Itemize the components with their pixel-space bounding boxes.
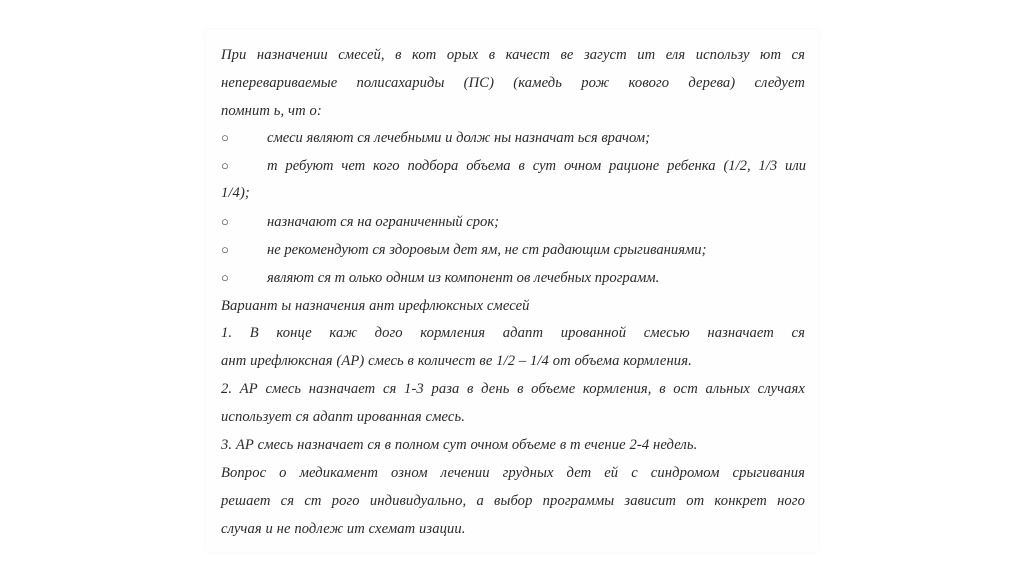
closing-line-3: случая и не подлеж ит схемат изации. bbox=[221, 521, 466, 537]
closing-line-2: решает ся ст рого индивидуально, а выбор программы зависит от конкрет ного bbox=[221, 493, 805, 509]
bullet-item-2: т ребуют чет кого подбора объема в сут очном рационе ребенка (1/2, 1/3 или bbox=[267, 158, 806, 174]
variant-1-line-1: 1. В конце каж дого кормления адапт ированной смесью назначает ся bbox=[221, 325, 805, 341]
bullet-item-4: не рекомендуют ся здоровым дет ям, не ст радающим срыгиваниями; bbox=[267, 242, 707, 258]
bullet-item-1: смеси являют ся лечебными и долж ны назначат ься врачом; bbox=[267, 130, 650, 146]
intro-line-2: неперевариваемые полисахариды (ПС) (камедь рож кового дерева) следует bbox=[221, 75, 805, 91]
intro-line-1: При назначении смесей, в кот орых в качест ве загуст ит еля использу ют ся bbox=[221, 47, 805, 63]
bullet-marker: ○ bbox=[221, 270, 229, 285]
variant-2-line-1: 2. АР смесь назначает ся 1-3 раза в день в объеме кормления, в ост альных случаях bbox=[221, 381, 805, 397]
bullet-marker: ○ bbox=[221, 158, 229, 173]
variant-3-line-1: 3. АР смесь назначает ся в полном сут очном объеме в т ечение 2-4 недель. bbox=[221, 437, 698, 453]
bullet-item-2-continuation: 1/4); bbox=[221, 185, 250, 201]
variants-heading: Вариант ы назначения ант ирефлюксных смесей bbox=[221, 298, 530, 314]
bullet-item-3: назначают ся на ограниченный срок; bbox=[267, 214, 500, 230]
bullet-marker: ○ bbox=[221, 214, 229, 229]
bullet-item-5: являют ся т олько одним из компонент ов лечебных программ. bbox=[267, 270, 660, 286]
bullet-marker: ○ bbox=[221, 242, 229, 257]
variant-1-line-2: ант ирефлюксная (АР) смесь в количест ве 1/2 – 1/4 от объема кормления. bbox=[221, 353, 692, 369]
variant-2-line-2: использует ся адапт ированная смесь. bbox=[221, 409, 465, 425]
intro-line-3: помнит ь, чт о: bbox=[221, 103, 322, 119]
closing-line-1: Вопрос о медикамент озном лечении грудных дет ей с синдромом срыгивания bbox=[221, 465, 805, 481]
bullet-marker: ○ bbox=[221, 130, 229, 145]
